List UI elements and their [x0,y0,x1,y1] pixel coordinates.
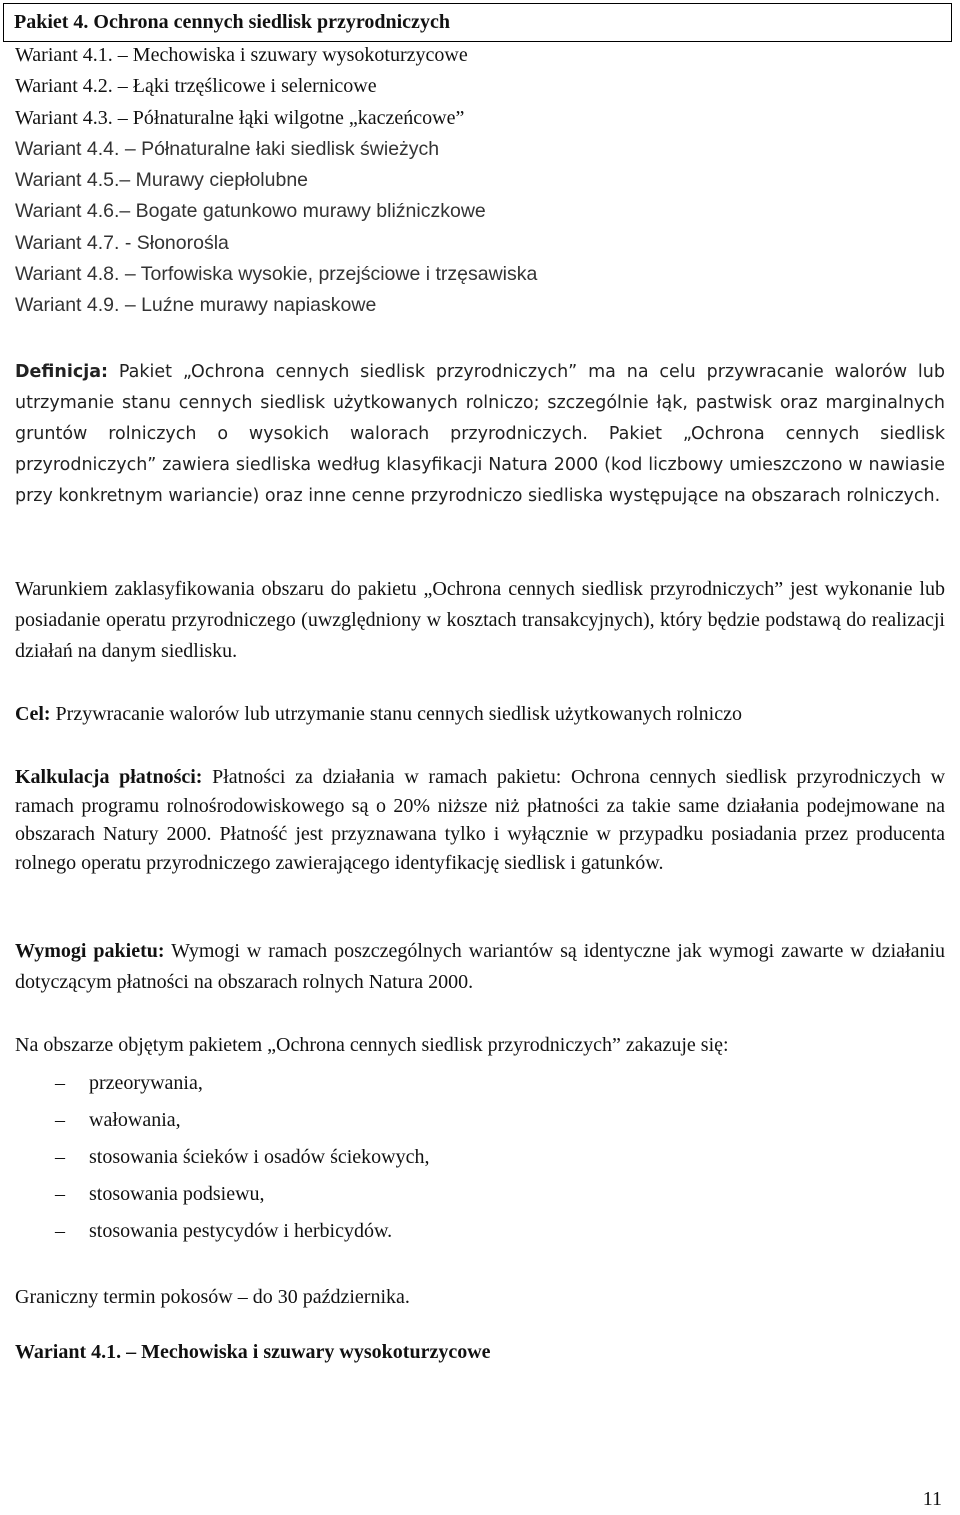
payment-label: Kalkulacja płatności: [15,766,203,788]
variant-item: Wariant 4.2. – Łąki trzęślicowe i selernicowe [15,75,377,98]
goal-paragraph [15,699,945,730]
variant-item: Wariant 4.5.– Murawy ciepłolubne [15,169,309,192]
prohibitions-intro-text: Na obszarze objętym pakietem „Ochrona cennych siedlisk przyrodniczych” zakazuje się: [15,1034,729,1056]
package-title-box [3,3,952,42]
goal-text: Przywracanie walorów lub utrzymanie stanu cennych siedlisk użytkowanych rolniczo [50,703,742,725]
payment-paragraph [15,763,945,877]
list-item [15,1105,430,1142]
variant-item: Wariant 4.3. – Półnaturalne łąki wilgotne „kaczeńcowe” [15,106,465,129]
variant-list [15,40,945,322]
dash-marker: – [55,1072,65,1094]
variant-item: Wariant 4.9. – Luźne murawy napiaskowe [15,294,377,317]
requirements-label: Wymogi pakietu: [15,940,165,962]
dash-marker: – [55,1183,65,1205]
deadline-text: Graniczny termin pokosów – do 30 października. [15,1286,410,1308]
payment-text: Płatności za działania w ramach pakietu: Ochrona cennych siedlisk przyrodniczych w ramach programu rolnośrodowiskowego są o 20% niższe niż płatności za takie same działania podejmowane na obszarach Natury 2000. Płatność jest przyznawana tylko i wyłącznie w przypadku posiadania przez producenta rolnego operatu przyrodniczego zawierającego identyfikację siedlisk i gatunków. [15,766,946,874]
requirements-text: Wymogi w ramach poszczególnych wariantów są identyczne jak wymogi zawarte w działaniu dotyczącym płatności na obszarach rolnych Natura 2000. [15,940,945,993]
variant-item: Wariant 4.8. – Torfowiska wysokie, przejściowe i trzęsawiska [15,263,538,286]
goal-label: Cel: [15,703,51,725]
page-number: 11 [922,1488,942,1510]
definition-text: Pakiet „Ochrona cennych siedlisk przyrodniczych” ma na celu przywracanie walorów lub utrzymanie stanu cennych siedlisk użytkowanych rolniczo; szczególnie łąk, pastwisk oraz marginalnych gruntów rolniczych o wysokich walorach przyrodniczych. Pakiet „Ochrona cennych siedlisk przyrodniczych” zawiera siedliska według klasyfikacji Natura 2000 (kod liczbowy umieszczono w nawiasie przy konkretnym wariancie) oraz inne cenne przyrodniczo siedliska występujące na obszarach rolniczych. [15,362,945,506]
requirements-paragraph [15,936,945,998]
dash-marker: – [55,1146,65,1168]
condition-paragraph [15,574,945,667]
dash-marker: – [55,1220,65,1242]
list-item [15,1142,430,1179]
list-item [15,1068,430,1105]
prohibitions-list [15,1068,430,1253]
list-item [15,1216,430,1253]
list-item [15,1179,430,1216]
list-item-text: wałowania, [89,1109,181,1131]
definition-label: Definicja: [15,362,109,382]
variant-item: Wariant 4.7. - Słonorośla [15,231,229,254]
list-item-text: przeorywania, [89,1072,203,1094]
prohibitions-intro [15,1030,945,1061]
list-item-text: stosowania ścieków i osadów ściekowych, [89,1146,430,1168]
condition-text: Warunkiem zaklasyfikowania obszaru do pakietu „Ochrona cennych siedlisk przyrodniczych” jest wykonanie lub posiadanie operatu przyrodniczego (uwzględniony w kosztach transakcyjnych), który będzie podstawą do realizacji działań na danym siedlisku. [15,578,945,662]
list-item-text: stosowania podsiewu, [89,1183,265,1205]
variant-item: Wariant 4.4. – Półnaturalne łaki siedlisk świeżych [15,137,440,160]
deadline-paragraph [15,1282,945,1313]
variant-item: Wariant 4.1. – Mechowiska i szuwary wysokoturzycowe [15,44,468,66]
definition-paragraph [15,357,945,512]
package-title: Pakiet 4. Ochrona cennych siedlisk przyrodniczych [14,11,450,33]
dash-marker: – [55,1109,65,1131]
list-item-text: stosowania pestycydów i herbicydów. [89,1220,393,1242]
variant-item: Wariant 4.6.– Bogate gatunkowo murawy bliźniczkowe [15,200,486,223]
section-heading: Wariant 4.1. – Mechowiska i szuwary wysokoturzycowe [15,1341,491,1363]
